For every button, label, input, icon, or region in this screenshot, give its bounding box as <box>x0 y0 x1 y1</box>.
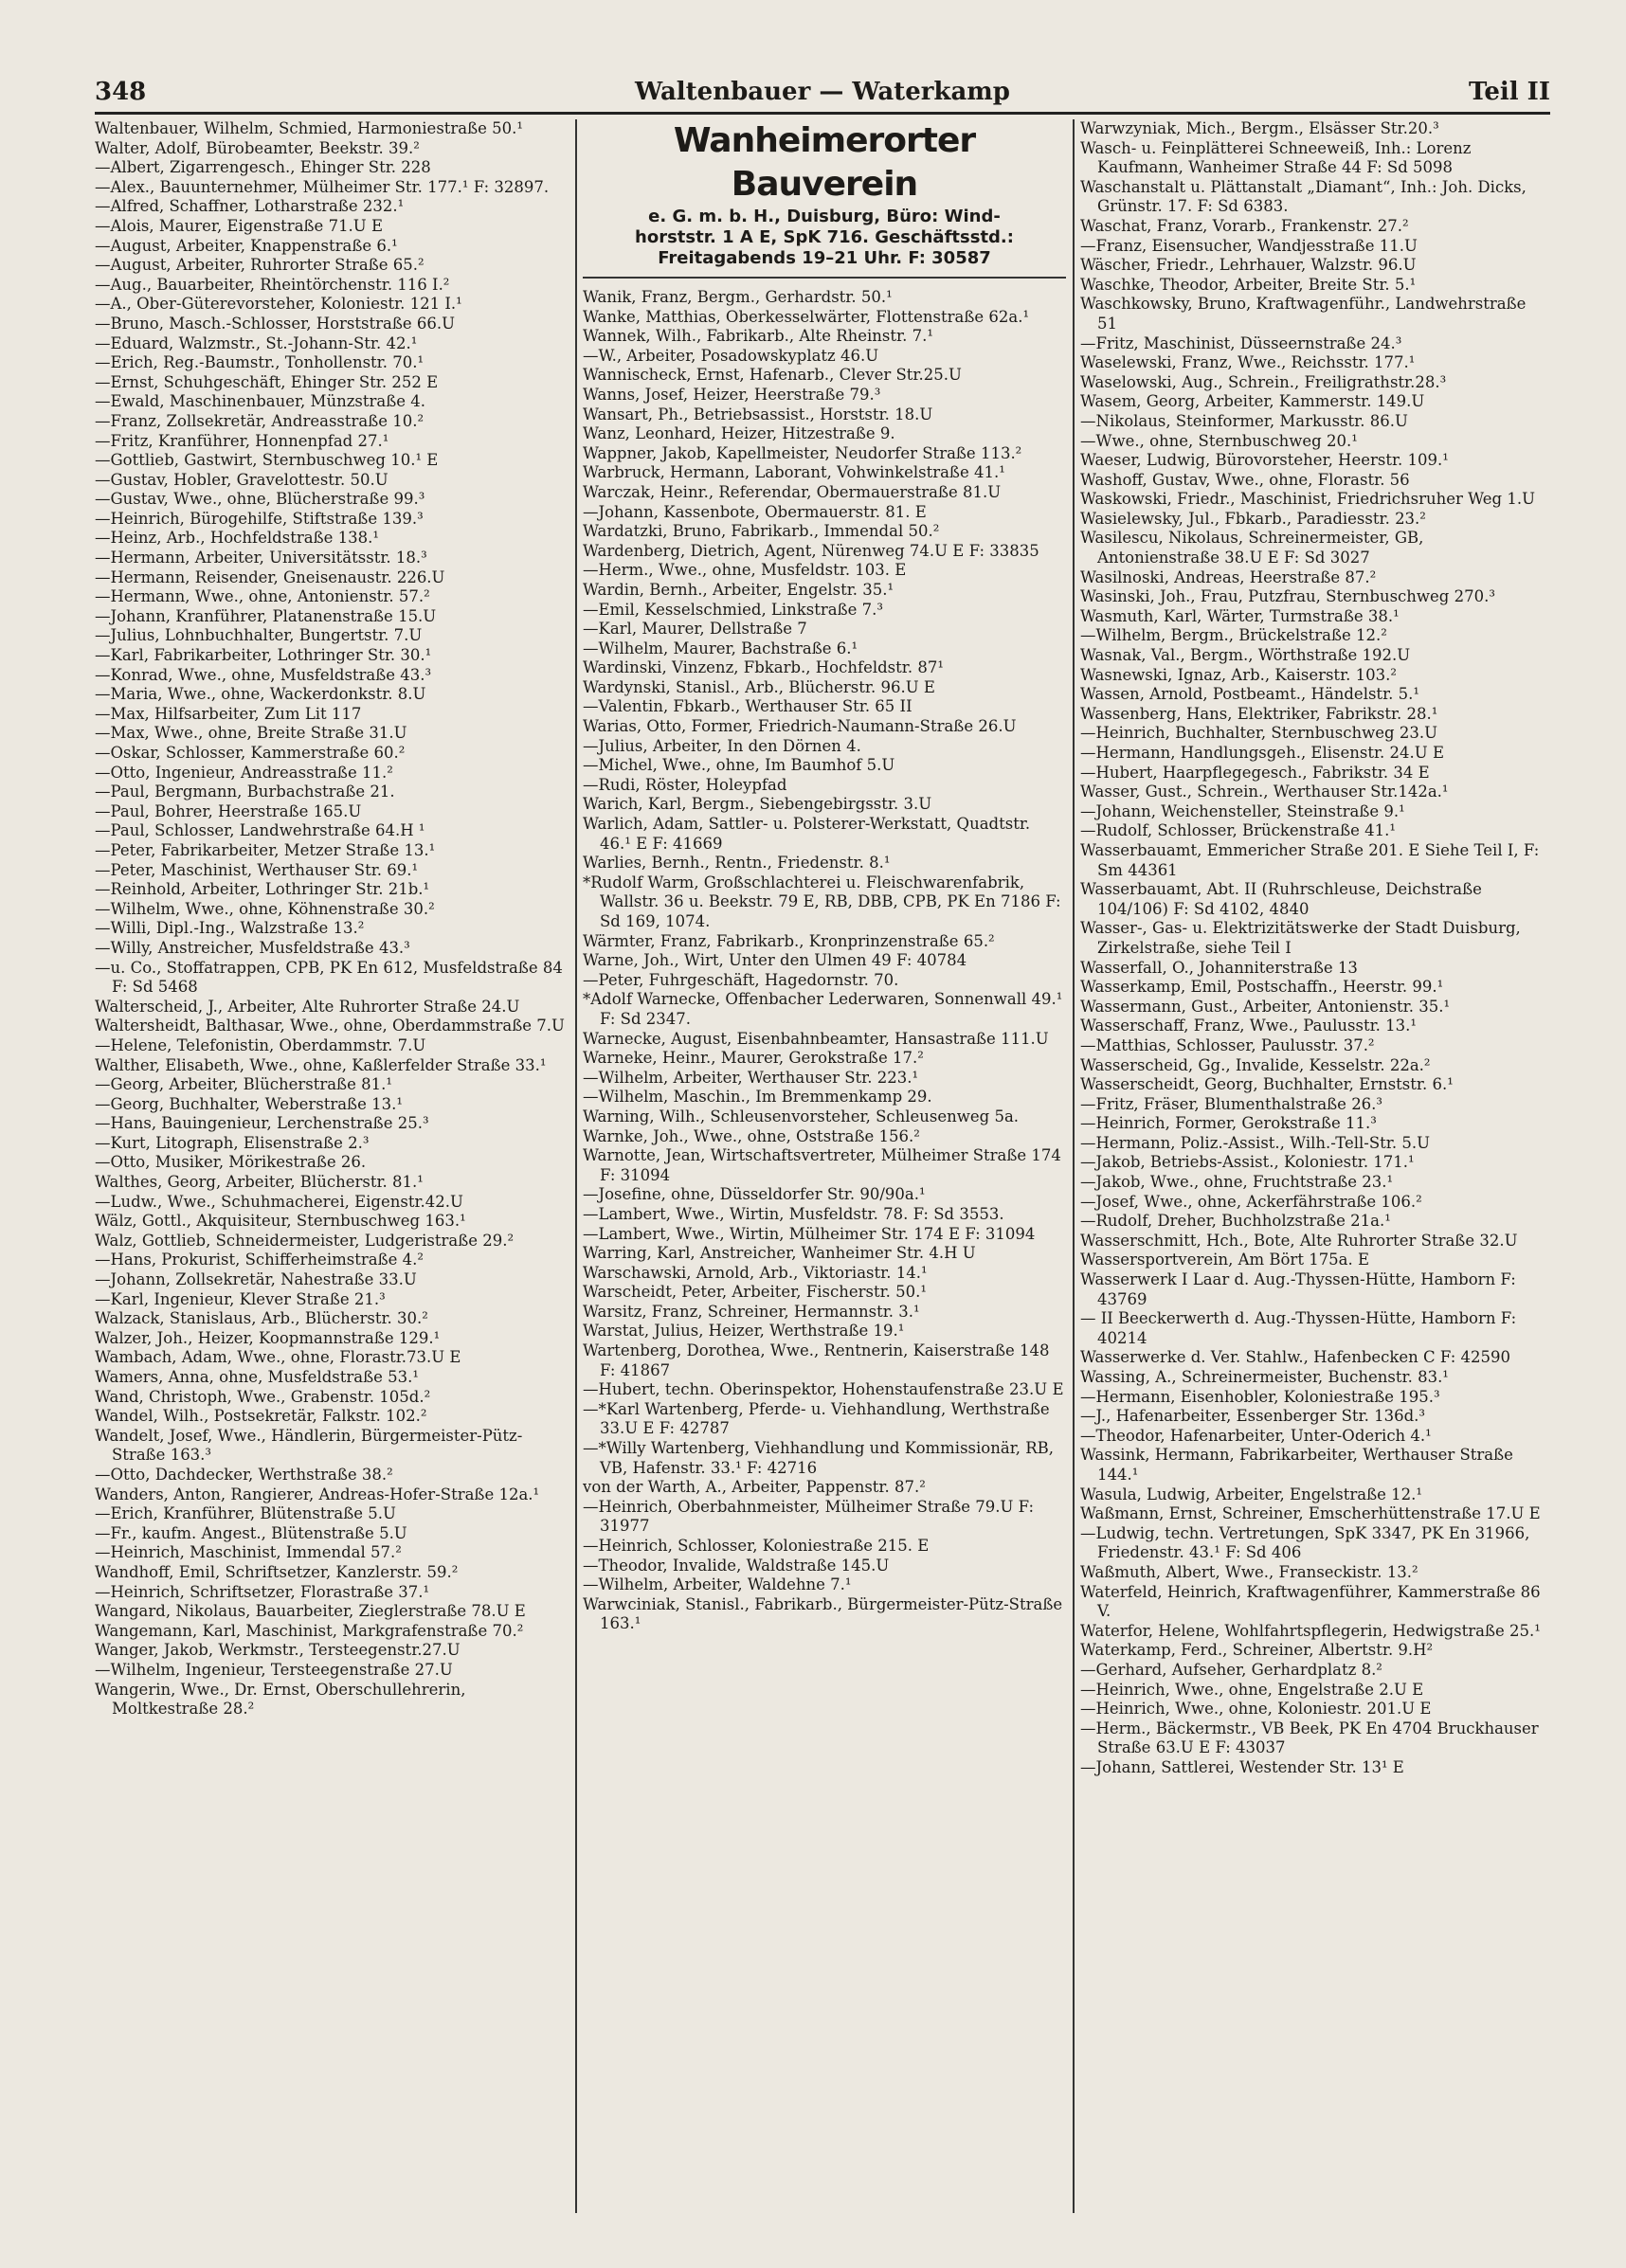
directory-entry: —Hubert, techn. Oberinspektor, Hohenstaufenstraße 23.U E <box>583 1380 1064 1399</box>
directory-entry: Wasserkamp, Emil, Postschaffn., Heerstr. 99.¹ <box>1080 978 1444 997</box>
directory-entry: —Nikolaus, Steinformer, Markusstr. 86.U <box>1080 411 1408 430</box>
directory-entry: Wasserwerk I Laar d. Aug.-Thyssen-Hütte, Hamborn F: 43769 <box>1080 1270 1516 1308</box>
directory-entry: Wambach, Adam, Wwe., ohne, Florastr.73.U E <box>95 1348 461 1367</box>
section-label: Teil II <box>1468 78 1550 106</box>
directory-entry: —Wilhelm, Arbeiter, Werthauser Str. 223.¹ <box>583 1068 919 1087</box>
directory-entry: Wanders, Anton, Rangierer, Andreas-Hofer-Straße 12a.¹ <box>95 1485 540 1503</box>
directory-entry: Waltenbauer, Wilhelm, Schmied, Harmoniestraße 50.¹ <box>95 119 524 137</box>
directory-entry: —Josef, Wwe., ohne, Ackerfährstraße 106.² <box>1080 1192 1422 1211</box>
directory-entry: Waselewski, Franz, Wwe., Reichsstr. 177.¹ <box>1080 353 1416 372</box>
directory-entry: —Hermann, Wwe., ohne, Antonienstr. 57.² <box>95 587 430 606</box>
directory-entry: —Otto, Dachdecker, Werthstraße 38.² <box>95 1465 393 1484</box>
directory-entry: Wardatzki, Bruno, Fabrikarb., Immendal 50.² <box>583 522 940 541</box>
directory-entry: Warstat, Julius, Heizer, Werthstraße 19.¹ <box>583 1322 905 1341</box>
directory-entry: —Fr., kaufm. Angest., Blütenstraße 5.U <box>95 1523 407 1542</box>
directory-entry: Wasser-, Gas- u. Elektrizitätswerke der Stadt Duisburg, Zirkelstraße, siehe Teil I <box>1080 919 1521 957</box>
directory-entry: Walzer, Joh., Heizer, Koopmannstraße 129.¹ <box>95 1328 441 1347</box>
directory-entry: Wangemann, Karl, Maschinist, Markgrafenstraße 70.² <box>95 1621 524 1640</box>
directory-entry: *Adolf Warnecke, Offenbacher Lederwaren, Sonnenwall 49.¹ F: Sd 2347. <box>583 990 1063 1028</box>
directory-entry: Wassenberg, Hans, Elektriker, Fabrikstr. 28.¹ <box>1080 704 1438 723</box>
directory-entry: —Wilhelm, Maurer, Bachstraße 6.¹ <box>583 639 858 657</box>
directory-entry: —Theodor, Hafenarbeiter, Unter-Oderich 4.¹ <box>1080 1426 1432 1445</box>
directory-entry: Walter, Adolf, Bürobeamter, Beekstr. 39.² <box>95 138 420 157</box>
directory-entry: Waterfor, Helene, Wohlfahrtspflegerin, Hedwigstraße 25.¹ <box>1080 1621 1541 1640</box>
directory-entry: —Heinrich, Former, Gerokstraße 11.³ <box>1080 1114 1377 1133</box>
directory-entry: —Heinrich, Schriftsetzer, Florastraße 37.¹ <box>95 1582 430 1601</box>
directory-entry: Walterscheid, J., Arbeiter, Alte Ruhrorter Straße 24.U <box>95 997 520 1016</box>
ad-line: Freitagabends 19–21 Uhr. F: 30587 <box>658 248 991 268</box>
directory-entry: Wasem, Georg, Arbeiter, Kammerstr. 149.U <box>1080 392 1425 411</box>
directory-entry: —Herm., Bäckermstr., VB Beek, PK En 4704 Bruckhauser Straße 63.U E F: 43037 <box>1080 1719 1539 1757</box>
directory-entry: Wasserscheidt, Georg, Buchhalter, Ernststr. 6.¹ <box>1080 1075 1454 1094</box>
directory-entry: Wandel, Wilh., Postsekretär, Falkstr. 102.² <box>95 1407 427 1426</box>
directory-entry: —Lambert, Wwe., Wirtin, Mülheimer Str. 174 E F: 31094 <box>583 1224 1036 1243</box>
directory-entry: Wardinski, Vinzenz, Fbkarb., Hochfeldstr. 87¹ <box>583 658 944 677</box>
directory-entry: —Heinrich, Buchhalter, Sternbuschweg 23.U <box>1080 724 1437 743</box>
directory-entry: Wassing, A., Schreinermeister, Buchenstr. 83.¹ <box>1080 1368 1449 1386</box>
directory-entry: —Gottlieb, Gastwirt, Sternbuschweg 10.¹ E <box>95 451 439 470</box>
directory-entry: Wasserscheid, Gg., Invalide, Kesselstr. 22a.² <box>1080 1055 1431 1074</box>
directory-entry: Wanke, Matthias, Oberkesselwärter, Flottenstraße 62a.¹ <box>583 307 1030 326</box>
directory-entry: —Fritz, Maschinist, Düsseernstraße 24.³ <box>1080 333 1402 352</box>
directory-entry: —Michel, Wwe., ohne, Im Baumhof 5.U <box>583 756 895 775</box>
directory-entry: Wanns, Josef, Heizer, Heerstraße 79.³ <box>583 385 881 404</box>
directory-entry: Walther, Elisabeth, Wwe., ohne, Kaßlerfelder Straße 33.¹ <box>95 1055 547 1074</box>
directory-entry: —Eduard, Walzmstr., St.-Johann-Str. 42.¹ <box>95 333 418 352</box>
directory-entry: —Emil, Kesselschmied, Linkstraße 7.³ <box>583 600 884 619</box>
directory-entry: —Konrad, Wwe., ohne, Musfeldstraße 43.³ <box>95 665 432 684</box>
directory-entry: —Heinrich, Bürogehilfe, Stiftstraße 139.³ <box>95 509 424 528</box>
directory-entry: Wansart, Ph., Betriebsassist., Horststr. 18.U <box>583 405 933 423</box>
directory-entry: —J., Hafenarbeiter, Essenberger Str. 136d.³ <box>1080 1407 1426 1426</box>
directory-entry: Wasilescu, Nikolaus, Schreinermeister, GB, Antonienstraße 38.U E F: Sd 3027 <box>1080 529 1424 567</box>
directory-entry: Walthes, Georg, Arbeiter, Blücherstr. 81.¹ <box>95 1173 424 1192</box>
directory-entry: —Ernst, Schuhgeschäft, Ehinger Str. 252 E <box>95 372 439 391</box>
directory-entry: —Rudolf, Dreher, Buchholzstraße 21a.¹ <box>1080 1212 1391 1231</box>
directory-entry: —Ludwig, techn. Vertretungen, SpK 3347, PK En 31966, Friedenstr. 43.¹ F: Sd 406 <box>1080 1523 1530 1562</box>
directory-entry: Wasinski, Joh., Frau, Putzfrau, Sternbuschweg 270.³ <box>1080 587 1495 606</box>
directory-entry: —Jakob, Wwe., ohne, Fruchtstraße 23.¹ <box>1080 1173 1394 1192</box>
directory-column-2 <box>583 119 1066 2213</box>
directory-entry: Wassermann, Gust., Arbeiter, Antonienstr. 35.¹ <box>1080 997 1451 1016</box>
directory-entry: Warias, Otto, Former, Friedrich-Naumann-Straße 26.U <box>583 717 1017 736</box>
directory-entry: *Rudolf Warm, Großschlachterei u. Fleischwarenfabrik, Wallstr. 36 u. Beekstr. 79 E, RB, DBB, CPB, PK En 7186 F: Sd 169, 1074. <box>583 873 1061 930</box>
directory-entry: —Kurt, Litograph, Elisenstraße 2.³ <box>95 1133 370 1152</box>
directory-entry: Washoff, Gustav, Wwe., ohne, Florastr. 56 <box>1080 470 1410 489</box>
directory-entry: —Alfred, Schaffner, Lotharstraße 232.¹ <box>95 197 405 216</box>
directory-entry: —Hermann, Eisenhobler, Koloniestraße 195.³ <box>1080 1387 1440 1406</box>
directory-entry: —Albert, Zigarrengesch., Ehinger Str. 228 <box>95 158 431 177</box>
directory-entry: —Gustav, Wwe., ohne, Blücherstraße 99.³ <box>95 490 425 509</box>
directory-entry: —Karl, Maurer, Dellstraße 7 <box>583 620 807 639</box>
directory-entry: Warlich, Adam, Sattler- u. Polsterer-Werkstatt, Quadtstr. 46.¹ E F: 41669 <box>583 815 1031 853</box>
directory-entry: —Julius, Lohnbuchhalter, Bungertstr. 7.U <box>95 626 423 645</box>
directory-entry: —Paul, Bergmann, Burbachstraße 21. <box>95 783 395 801</box>
directory-entry: —Hermann, Arbeiter, Universitätsstr. 18.³ <box>95 549 427 567</box>
directory-entry: Wasula, Ludwig, Arbeiter, Engelstraße 12.¹ <box>1080 1485 1423 1503</box>
directory-entry: —W., Arbeiter, Posadowskyplatz 46.U <box>583 346 879 365</box>
directory-entry: Wäscher, Friedr., Lehrhauer, Walzstr. 96.U <box>1080 256 1417 275</box>
directory-entry: Wasnewski, Ignaz, Arb., Kaiserstr. 103.² <box>1080 665 1397 684</box>
ad-line: horststr. 1 A E, SpK 716. Geschäftsstd.: <box>635 227 1014 247</box>
directory-entry: —Johann, Kassenbote, Obermauerstr. 81. E <box>583 502 927 521</box>
directory-entry: —Paul, Schlosser, Landwehrstraße 64.H ¹ <box>95 821 425 840</box>
directory-entry: Wasielewsky, Jul., Fbkarb., Paradiesstr. 23.² <box>1080 509 1426 528</box>
directory-entry: —Ewald, Maschinenbauer, Münzstraße 4. <box>95 392 425 411</box>
directory-entry: Wassersportverein, Am Bört 175a. E <box>1080 1251 1370 1269</box>
directory-entry: — II Beeckerwerth d. Aug.-Thyssen-Hütte, Hamborn F: 40214 <box>1080 1309 1517 1347</box>
directory-entry: —Alex., Bauunternehmer, Mülheimer Str. 177.¹ F: 32897. <box>95 177 550 196</box>
directory-entry: —Paul, Bohrer, Heerstraße 165.U <box>95 801 362 820</box>
directory-entry: —Fritz, Kranführer, Honnenpfad 27.¹ <box>95 431 389 450</box>
directory-entry: Wamers, Anna, ohne, Musfeldstraße 53.¹ <box>95 1368 419 1386</box>
directory-entry: —Heinrich, Maschinist, Immendal 57.² <box>95 1543 402 1562</box>
directory-entry: Warwciniak, Stanisl., Fabrikarb., Bürgermeister-Pütz-Straße 163.¹ <box>583 1594 1063 1633</box>
directory-entry: Warsitz, Franz, Schreiner, Hermannstr. 3.¹ <box>583 1302 920 1321</box>
directory-entry: —August, Arbeiter, Ruhrorter Straße 65.² <box>95 256 425 275</box>
directory-entry: Warning, Wilh., Schleusenvorsteher, Schleusenweg 5a. <box>583 1107 1020 1125</box>
directory-entry: —Johann, Zollsekretär, Nahestraße 33.U <box>95 1270 417 1289</box>
directory-entry: Wasnak, Val., Bergm., Wörthstraße 192.U <box>1080 646 1411 665</box>
directory-entry: —Johann, Weichensteller, Steinstraße 9.¹ <box>1080 801 1405 820</box>
running-title: Waltenbauer — Waterkamp <box>635 78 1010 106</box>
directory-entry: —u. Co., Stoffatrappen, CPB, PK En 612, Musfeldstraße 84 F: Sd 5468 <box>95 958 563 997</box>
directory-entry: Warnke, Joh., Wwe., ohne, Oststraße 156.² <box>583 1126 920 1145</box>
directory-entry: Wandelt, Josef, Wwe., Händlerin, Bürgermeister-Pütz-Straße 163.³ <box>95 1426 523 1465</box>
directory-entry: —Herm., Wwe., ohne, Musfeldstr. 103. E <box>583 561 907 580</box>
directory-entry: Warnecke, August, Eisenbahnbeamter, Hansastraße 111.U <box>583 1029 1049 1048</box>
directory-entry: —Georg, Arbeiter, Blücherstraße 81.¹ <box>95 1075 392 1094</box>
page-header <box>95 74 1550 115</box>
directory-entry: —Heinrich, Oberbahnmeister, Mülheimer Straße 79.U F: 31977 <box>583 1497 1035 1536</box>
directory-entry: Wasserbauamt, Abt. II (Ruhrschleuse, Deichstraße 104/106) F: Sd 4102, 4840 <box>1080 880 1482 918</box>
directory-entry: Wartenberg, Dorothea, Wwe., Rentnerin, Kaiserstraße 148 F: 41867 <box>583 1341 1050 1379</box>
directory-entry: —Karl, Ingenieur, Klever Straße 21.³ <box>95 1289 386 1308</box>
directory-entry: Wassink, Hermann, Fabrikarbeiter, Werthauser Straße 144.¹ <box>1080 1446 1513 1484</box>
directory-entry: —Otto, Musiker, Mörikestraße 26. <box>95 1153 367 1172</box>
directory-entry: Warnotte, Jean, Wirtschaftsvertreter, Mülheimer Straße 174 F: 31094 <box>583 1146 1061 1184</box>
directory-entry: —Peter, Maschinist, Werthauser Str. 69.¹ <box>95 860 419 879</box>
directory-entry: —Willi, Dipl.-Ing., Walzstraße 13.² <box>95 919 365 938</box>
directory-entry: Warne, Joh., Wirt, Unter den Ulmen 49 F: 40784 <box>583 951 967 970</box>
directory-entry: Waßmann, Ernst, Schreiner, Emscherhüttenstraße 17.U E <box>1080 1504 1541 1523</box>
directory-entry: Warich, Karl, Bergm., Siebengebirgsstr. 3.U <box>583 795 932 814</box>
directory-entry: —Johann, Kranführer, Platanenstraße 15.U <box>95 606 437 625</box>
directory-entry: Wassen, Arnold, Postbeamt., Händelstr. 5.¹ <box>1080 685 1419 704</box>
directory-entry: Waschat, Franz, Vorarb., Frankenstr. 27.² <box>1080 216 1409 235</box>
directory-entry: —Aug., Bauarbeiter, Rheintörchenstr. 116 I.² <box>95 275 450 294</box>
directory-entry: Walzack, Stanislaus, Arb., Blücherstr. 30.² <box>95 1309 428 1328</box>
directory-entry: Wasserschaff, Franz, Wwe., Paulusstr. 13.¹ <box>1080 1017 1418 1035</box>
directory-entry: Wärmter, Franz, Fabrikarb., Kronprinzenstraße 65.² <box>583 931 995 950</box>
column-divider <box>575 119 577 2213</box>
directory-entry: Waterfeld, Heinrich, Kraftwagenführer, Kammerstraße 86 V. <box>1080 1582 1541 1621</box>
directory-entry: Wannischeck, Ernst, Hafenarb., Clever Str.25.U <box>583 366 962 385</box>
directory-entry: —Willy, Anstreicher, Musfeldstraße 43.³ <box>95 938 410 957</box>
directory-entry: Wangard, Nikolaus, Bauarbeiter, Zieglerstraße 78.U E <box>95 1602 526 1621</box>
directory-entry: Wanik, Franz, Bergm., Gerhardstr. 50.¹ <box>583 288 893 306</box>
directory-entry: Wasch- u. Feinplätterei Schneeweiß, Inh.: Lorenz Kaufmann, Wanheimer Straße 44 F: Sd 5098 <box>1080 138 1472 177</box>
directory-entry: —Hermann, Poliz.-Assist., Wilh.-Tell-Str. 5.U <box>1080 1133 1431 1152</box>
directory-entry: Waltersheidt, Balthasar, Wwe., ohne, Oberdammstraße 7.U <box>95 1017 565 1035</box>
directory-entry: Wasserfall, O., Johanniterstraße 13 <box>1080 958 1358 977</box>
directory-entry: —Heinrich, Schlosser, Koloniestraße 215. E <box>583 1537 930 1555</box>
directory-entry: —Josefine, ohne, Düsseldorfer Str. 90/90a.¹ <box>583 1185 926 1204</box>
directory-entry: —Rudi, Röster, Holeypfad <box>583 775 787 794</box>
directory-entry: Wasserschmitt, Hch., Bote, Alte Ruhrorter Straße 32.U <box>1080 1231 1518 1250</box>
directory-entry: Wannek, Wilh., Fabrikarb., Alte Rheinstr. 7.¹ <box>583 327 933 346</box>
directory-entry: —Hermann, Reisender, Gneisenaustr. 226.U <box>95 567 445 586</box>
directory-entry: —Georg, Buchhalter, Weberstraße 13.¹ <box>95 1094 403 1113</box>
directory-entry: —Lambert, Wwe., Wirtin, Musfeldstr. 78. F: Sd 3553. <box>583 1204 1004 1223</box>
ad-title: Wanheimerorter Bauverein <box>673 121 976 204</box>
directory-entry: —*Karl Wartenberg, Pferde- u. Viehhandlung, Werthstraße 33.U E F: 42787 <box>583 1399 1050 1438</box>
directory-entry: Warwzyniak, Mich., Bergm., Elsässer Str.20.³ <box>1080 119 1439 137</box>
directory-entry: —A., Ober-Güterevorsteher, Koloniestr. 121 I.¹ <box>95 295 462 314</box>
directory-entry: Wälz, Gottl., Akquisiteur, Sternbuschweg 163.¹ <box>95 1212 466 1231</box>
directory-entry: Warring, Karl, Anstreicher, Wanheimer Str. 4.H U <box>583 1244 976 1263</box>
directory-entry: —Peter, Fabrikarbeiter, Metzer Straße 13.¹ <box>95 840 436 859</box>
directory-entry: Wangerin, Wwe., Dr. Ernst, Oberschullehrerin, Moltkestraße 28.² <box>95 1680 466 1719</box>
directory-entry: —Johann, Sattlerei, Westender Str. 13¹ E <box>1080 1757 1404 1776</box>
directory-entry: Waßmuth, Albert, Wwe., Franseckistr. 13.² <box>1080 1562 1418 1581</box>
directory-entry: —Wilhelm, Wwe., ohne, Köhnenstraße 30.² <box>95 899 435 918</box>
directory-entry: Wasmuth, Karl, Wärter, Turmstraße 38.¹ <box>1080 606 1400 625</box>
directory-entry: —Wilhelm, Maschin., Im Bremmenkamp 29. <box>583 1088 932 1107</box>
directory-column-2-entries <box>583 288 1066 1634</box>
page-number: 348 <box>95 78 147 106</box>
directory-entry: —Erich, Reg.-Baumstr., Tonhollenstr. 70.¹ <box>95 353 425 372</box>
directory-entry: Wanz, Leonhard, Heizer, Hitzestraße 9. <box>583 424 895 443</box>
directory-entry: Warschawski, Arnold, Arb., Viktoriastr. 14.¹ <box>583 1263 928 1282</box>
directory-entry: Wasilnoski, Andreas, Heerstraße 87.² <box>1080 567 1377 586</box>
directory-entry: —Franz, Eisensucher, Wandjesstraße 11.U <box>1080 236 1418 255</box>
directory-entry: Waselowski, Aug., Schrein., Freiligrathstr.28.³ <box>1080 372 1447 391</box>
directory-entry: —Julius, Arbeiter, In den Dörnen 4. <box>583 736 861 755</box>
directory-entry: Wappner, Jakob, Kapellmeister, Neudorfer Straße 113.² <box>583 443 1022 462</box>
directory-entry: Waschke, Theodor, Arbeiter, Breite Str. 5.¹ <box>1080 275 1417 294</box>
directory-entry: —Hans, Prokurist, Schifferheimstraße 4.² <box>95 1251 424 1269</box>
directory-entry: Wardynski, Stanisl., Arb., Blücherstr. 96.U E <box>583 677 935 696</box>
directory-entry: Warczak, Heinr., Referendar, Obermauerstraße 81.U <box>583 482 1002 501</box>
directory-entry: Wasserwerke d. Ver. Stahlw., Hafenbecken C F: 42590 <box>1080 1348 1511 1367</box>
directory-entry: Waskowski, Friedr., Maschinist, Friedrichsruher Weg 1.U <box>1080 490 1536 509</box>
directory-entry: Warscheidt, Peter, Arbeiter, Fischerstr. 50.¹ <box>583 1283 927 1302</box>
directory-entry: —Franz, Zollsekretär, Andreasstraße 10.² <box>95 411 425 430</box>
directory-entry: Wasserbauamt, Emmericher Straße 201. E Siehe Teil I, F: Sm 44361 <box>1080 840 1540 879</box>
directory-entry: Warneke, Heinr., Maurer, Gerokstraße 17.² <box>583 1049 924 1068</box>
directory-entry: Waterkamp, Ferd., Schreiner, Albertstr. 9.H² <box>1080 1641 1434 1660</box>
directory-entry: —Alois, Maurer, Eigenstraße 71.U E <box>95 216 384 235</box>
directory-entry: Wandhoff, Emil, Schriftsetzer, Kanzlerstr. 59.² <box>95 1562 459 1581</box>
directory-entry: Warlies, Bernh., Rentn., Friedenstr. 8.¹ <box>583 854 891 873</box>
directory-entry: —Hubert, Haarpflegegesch., Fabrikstr. 34 E <box>1080 763 1430 782</box>
directory-entry: Wand, Christoph, Wwe., Grabenstr. 105d.² <box>95 1387 431 1406</box>
directory-entry: —Wilhelm, Ingenieur, Tersteegenstraße 27.U <box>95 1660 453 1679</box>
directory-entry: Walz, Gottlieb, Schneidermeister, Ludgeristraße 29.² <box>95 1231 515 1250</box>
directory-entry: Wardenberg, Dietrich, Agent, Nürenweg 74.U E F: 33835 <box>583 541 1039 560</box>
directory-entry: —Gerhard, Aufseher, Gerhardplatz 8.² <box>1080 1660 1382 1679</box>
directory-entry: —Max, Hilfsarbeiter, Zum Lit 117 <box>95 704 362 723</box>
directory-entry: —*Willy Wartenberg, Viehhandlung und Kommissionär, RB, VB, Hafenstr. 33.¹ F: 42716 <box>583 1439 1055 1477</box>
directory-entry: —Reinhold, Arbeiter, Lothringer Str. 21b.¹ <box>95 880 430 899</box>
directory-entry: —Heinrich, Wwe., ohne, Engelstraße 2.U E <box>1080 1680 1424 1699</box>
directory-entry: Wanger, Jakob, Werkmstr., Tersteegenstr.27.U <box>95 1641 461 1660</box>
directory-column-3 <box>1080 119 1550 2213</box>
directory-entry: —Heinrich, Wwe., ohne, Koloniestr. 201.U E <box>1080 1700 1432 1719</box>
directory-entry: Waschkowsky, Bruno, Kraftwagenführ., Landwehrstraße 51 <box>1080 295 1527 333</box>
directory-entry: —Max, Wwe., ohne, Breite Straße 31.U <box>95 724 407 743</box>
directory-entry: —Fritz, Fräser, Blumenthalstraße 26.³ <box>1080 1094 1383 1113</box>
directory-entry: —Wilhelm, Arbeiter, Waldehne 7.¹ <box>583 1575 852 1594</box>
directory-entry: —Peter, Fuhrgeschäft, Hagedornstr. 70. <box>583 970 899 989</box>
directory-entry: Waschanstalt u. Plättanstalt „Diamant“, Inh.: Joh. Dicks, Grünstr. 17. F: Sd 6383. <box>1080 177 1527 216</box>
directory-entry: —Karl, Fabrikarbeiter, Lothringer Str. 30.¹ <box>95 646 432 665</box>
directory-entry: —Matthias, Schlosser, Paulusstr. 37.² <box>1080 1035 1375 1054</box>
directory-entry: Waeser, Ludwig, Bürovorsteher, Heerstr. 109.¹ <box>1080 451 1449 470</box>
directory-entry: —Oskar, Schlosser, Kammerstraße 60.² <box>95 744 406 762</box>
directory-entry: —Otto, Ingenieur, Andreasstraße 11.² <box>95 763 393 782</box>
directory-entry: Wasser, Gust., Schrein., Werthauser Str.142a.¹ <box>1080 783 1449 801</box>
directory-entry: —Rudolf, Schlosser, Brückenstraße 41.¹ <box>1080 821 1396 840</box>
directory-entry: —Wwe., ohne, Sternbuschweg 20.¹ <box>1080 431 1358 450</box>
directory-entry: —August, Arbeiter, Knappenstraße 6.¹ <box>95 236 398 255</box>
ad-line: e. G. m. b. H., Duisburg, Büro: Wind- <box>648 207 1001 226</box>
directory-entry: —Helene, Telefonistin, Oberdammstr. 7.U <box>95 1035 426 1054</box>
directory-column-1 <box>95 119 569 2213</box>
directory-entry: —Hermann, Handlungsgeh., Elisenstr. 24.U E <box>1080 744 1444 762</box>
directory-entry: Wardin, Bernh., Arbeiter, Engelstr. 35.¹ <box>583 580 894 599</box>
directory-entry: Warbruck, Hermann, Laborant, Vohwinkelstraße 41.¹ <box>583 463 1005 482</box>
directory-entry: von der Warth, A., Arbeiter, Pappenstr. 87.² <box>583 1478 926 1497</box>
directory-entry: —Maria, Wwe., ohne, Wackerdonkstr. 8.U <box>95 685 426 704</box>
directory-entry: —Gustav, Hobler, Gravelottestr. 50.U <box>95 470 388 489</box>
directory-entry: —Heinz, Arb., Hochfeldstraße 138.¹ <box>95 529 379 548</box>
directory-entry: —Wilhelm, Bergm., Brückelstraße 12.² <box>1080 626 1387 645</box>
directory-entry: —Bruno, Masch.-Schlosser, Horststraße 66.U <box>95 314 456 333</box>
column-divider <box>1073 119 1075 2213</box>
advertisement-box <box>583 119 1066 279</box>
directory-entry: —Erich, Kranführer, Blütenstraße 5.U <box>95 1504 396 1523</box>
directory-entry: —Jakob, Betriebs-Assist., Koloniestr. 171.¹ <box>1080 1153 1415 1172</box>
directory-entry: —Theodor, Invalide, Waldstraße 145.U <box>583 1556 890 1575</box>
directory-entry: —Valentin, Fbkarb., Werthauser Str. 65 II <box>583 697 912 716</box>
directory-entry: —Ludw., Wwe., Schuhmacherei, Eigenstr.42.U <box>95 1192 463 1211</box>
directory-entry: —Hans, Bauingenieur, Lerchenstraße 25.³ <box>95 1114 429 1133</box>
